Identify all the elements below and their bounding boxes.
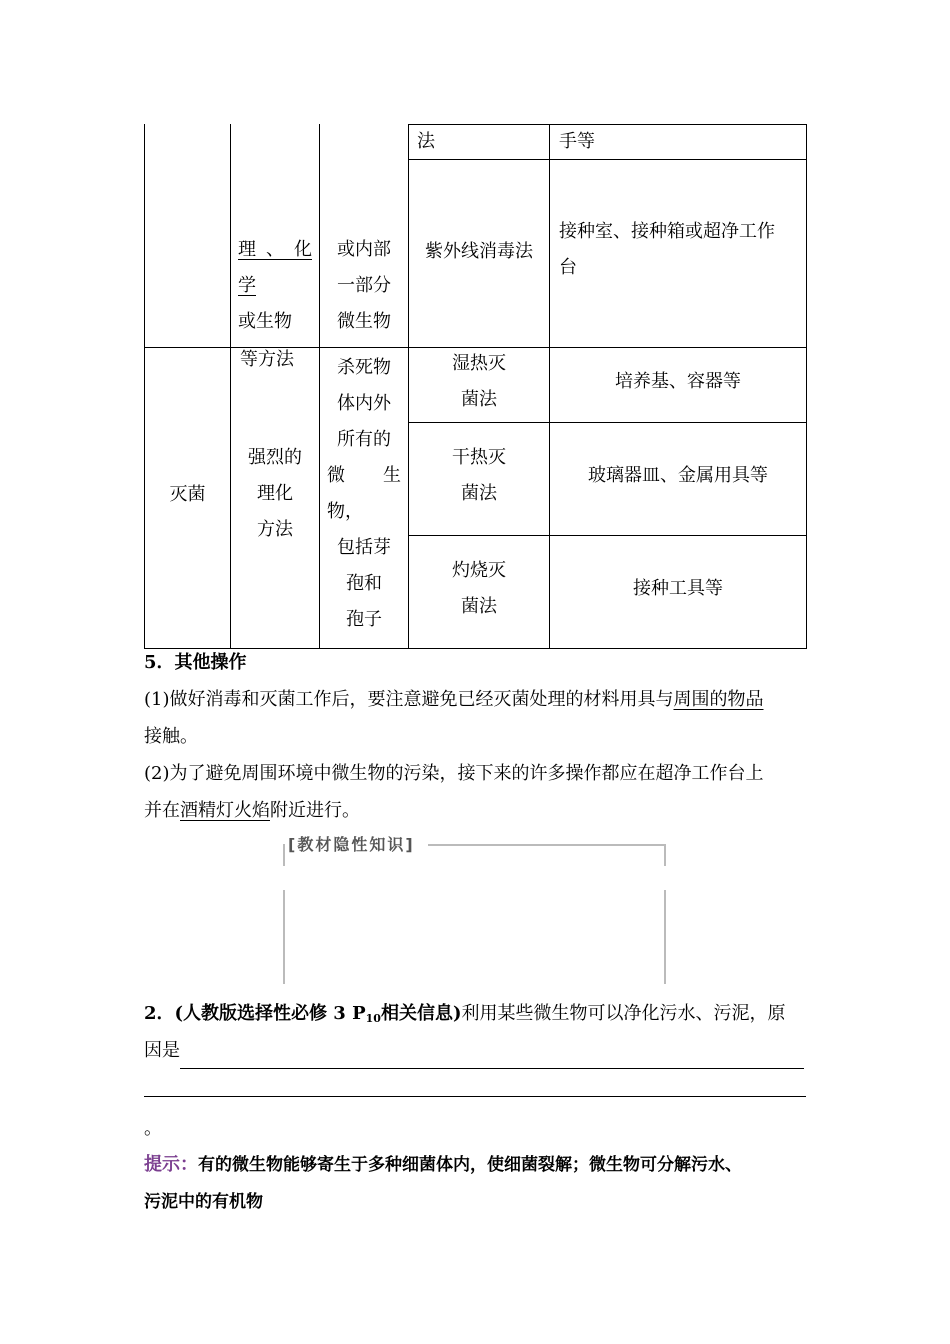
question-subscript: 10	[365, 1012, 381, 1025]
condition-text: 等方法	[240, 349, 294, 370]
method-text: 菌法	[461, 596, 497, 617]
condition-text: 方法	[257, 519, 293, 540]
section-heading: 5．其他操作	[144, 652, 247, 673]
condition-text: 理化	[257, 483, 293, 504]
effect-text: 物，	[327, 501, 363, 522]
use-cell: 玻璃器皿、金属用具等	[588, 465, 768, 486]
answer-blank[interactable]	[180, 1042, 804, 1069]
effect-text: 生	[383, 465, 401, 486]
method-text: 菌法	[461, 483, 497, 504]
condition-text: 理 、 化	[238, 239, 312, 260]
hint-text: 有的微生物能够寄生于多种细菌体内，使细菌裂解；微生物可分解污水、	[198, 1155, 742, 1175]
method-cell	[409, 440, 549, 512]
question-reference: 相关信息)	[380, 1003, 462, 1024]
use-text: 台	[559, 257, 577, 278]
question-text: 因是	[144, 1040, 180, 1061]
paragraph-text: (2)为了避免周围环境中微生物的污染，接下来的许多操作都应在超净工作台上	[144, 763, 764, 784]
effect-text: 杀死物	[337, 357, 391, 378]
paragraph	[144, 793, 360, 829]
box-title	[288, 832, 415, 858]
question-number: 2．(人教版选择性必修 3 P	[144, 1003, 366, 1024]
use-cell: 手等	[559, 131, 595, 152]
condition-text: 强烈的	[248, 447, 302, 468]
effect-cell-top	[320, 232, 408, 340]
method-text: 菌法	[461, 389, 497, 410]
method-cell: 法	[417, 131, 435, 152]
bracket-left-icon: [	[288, 835, 298, 854]
answer-blank-line[interactable]	[144, 1096, 806, 1097]
question-line	[144, 1033, 804, 1069]
bracket-right-icon: ]	[405, 835, 415, 854]
underlined-answer: 酒精灯火焰	[180, 800, 270, 821]
method-text: 湿热灭	[452, 353, 506, 374]
effect-text: 微	[327, 465, 345, 486]
paragraph-text: (1)做好消毒和灭菌工作后，要注意避免已经灭菌处理的材料用具与	[144, 689, 674, 710]
effect-text: 微生物	[337, 311, 391, 332]
paragraph-text: 并在	[144, 800, 180, 821]
underlined-answer: 周围的物品	[673, 689, 764, 710]
effect-text: 孢和	[346, 573, 382, 594]
method-text: 灼烧灭	[452, 560, 506, 581]
hint	[144, 1147, 742, 1183]
question-end: 。	[144, 1118, 162, 1139]
condition-cell-top	[238, 232, 312, 340]
box-title-text: 教材隐性知识	[297, 835, 406, 854]
condition-text: 或生物	[238, 311, 292, 332]
use-cell: 接种工具等	[633, 578, 723, 599]
paragraph-text: 附近进行。	[270, 800, 360, 821]
paragraph-text: 接触。	[144, 726, 198, 747]
use-text: 接种室、接种箱或超净工作	[559, 221, 775, 242]
type-cell: 灭菌	[169, 484, 206, 505]
hint-label: 提示：	[144, 1154, 198, 1175]
method-text: 干热灭	[452, 447, 506, 468]
method-cell	[409, 346, 549, 418]
question	[144, 996, 785, 1037]
use-cell: 培养基、容器等	[615, 371, 741, 392]
method-cell: 紫外线消毒法	[425, 241, 533, 262]
effect-text: 体内外	[337, 393, 391, 414]
use-cell	[559, 214, 804, 286]
condition-cell	[231, 440, 319, 548]
paragraph	[144, 682, 764, 718]
effect-text: 包括芽	[337, 537, 391, 558]
effect-text: 所有的	[337, 429, 391, 450]
effect-text: 孢子	[346, 609, 382, 630]
condition-text: 学	[238, 275, 256, 296]
hint-text: 污泥中的有机物	[144, 1192, 263, 1212]
question-text: 利用某些微生物可以净化污水、污泥，原	[461, 1003, 786, 1024]
effect-text: 或内部	[337, 239, 391, 260]
method-cell	[409, 553, 549, 625]
effect-text: 一部分	[337, 275, 391, 296]
effect-cell	[327, 350, 401, 638]
